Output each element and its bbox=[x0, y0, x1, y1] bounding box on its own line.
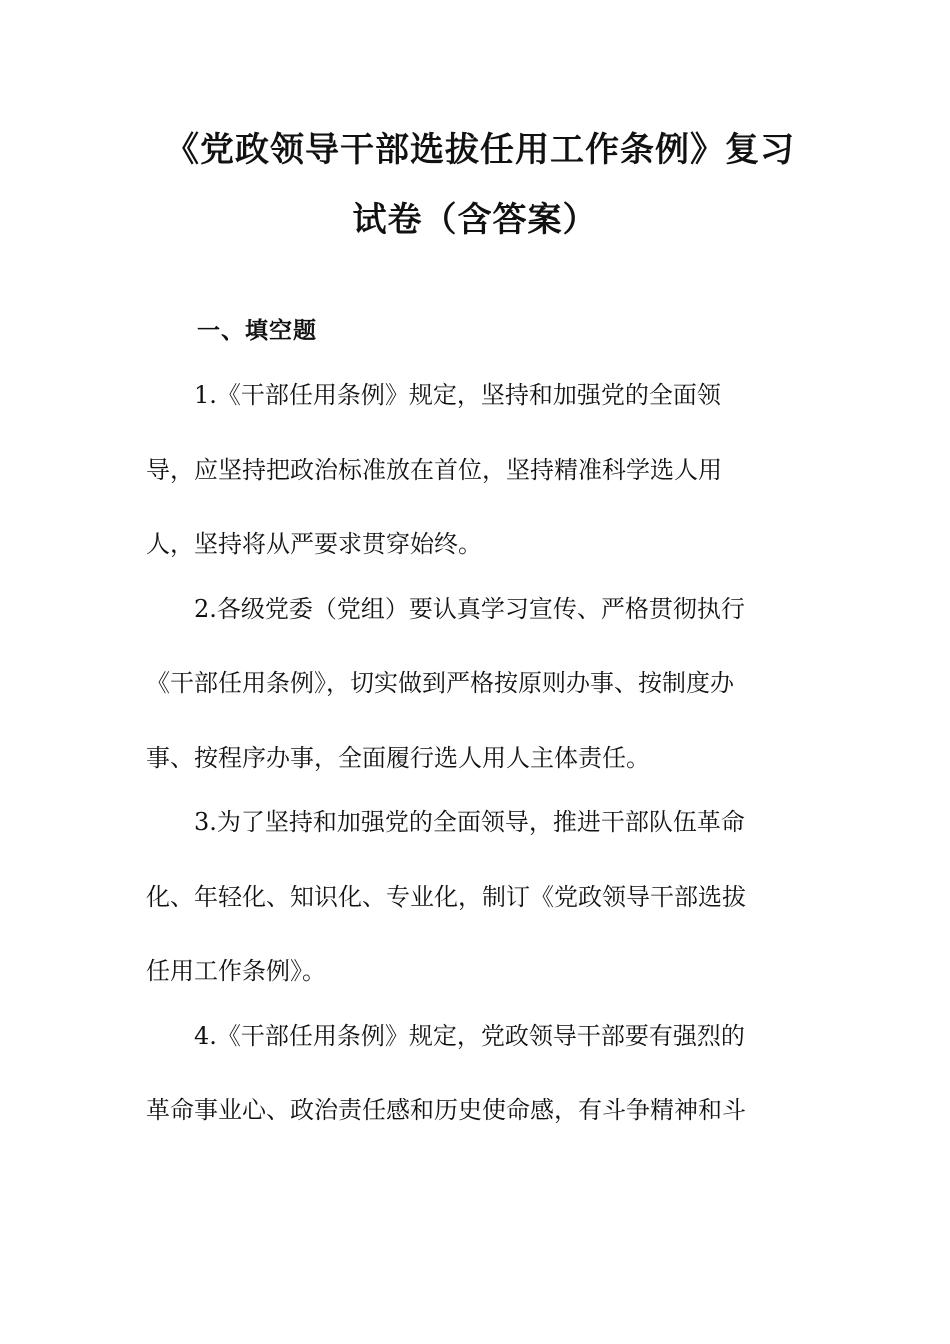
question-1-line-2: 导，应坚持把政治标准放在首位，坚持精准科学选人用 bbox=[146, 456, 722, 484]
question-3-line-3: 任用工作条例》。 bbox=[146, 957, 326, 985]
question-2-line-3: 事、按程序办事，全面履行选人用人主体责任。 bbox=[146, 744, 650, 772]
question-2-line-2: 《干部任用条例》，切实做到严格按原则办事、按制度办 bbox=[146, 669, 734, 697]
document-title-line-1: 《党政领导干部选拔任用工作条例》复习 bbox=[165, 130, 795, 170]
question-3-line-2: 化、年轻化、知识化、专业化，制订《党政领导干部选拔 bbox=[146, 883, 746, 911]
document-title-line-2: 试卷（含答案） bbox=[352, 200, 598, 240]
section-heading-fill-in-blank: 一、填空题 bbox=[197, 318, 317, 344]
question-2-line-1: 2.各级党委（党组）要认真学习宣传、严格贯彻执行 bbox=[194, 595, 745, 623]
question-1-line-3: 人，坚持将从严要求贯穿始终。 bbox=[146, 530, 482, 558]
question-1-line-1: 1.《干部任用条例》规定，坚持和加强党的全面领 bbox=[194, 381, 721, 409]
question-4-line-1: 4.《干部任用条例》规定，党政领导干部要有强烈的 bbox=[194, 1022, 745, 1050]
question-3-line-1: 3.为了坚持和加强党的全面领导，推进干部队伍革命 bbox=[194, 808, 745, 836]
question-4-line-2: 革命事业心、政治责任感和历史使命感，有斗争精神和斗 bbox=[146, 1096, 746, 1124]
